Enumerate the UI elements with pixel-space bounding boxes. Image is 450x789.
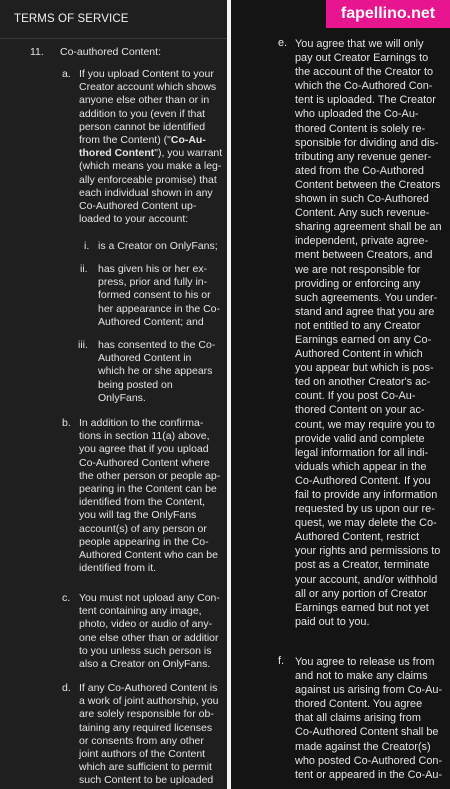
text-line: (which means you make a leg- xyxy=(79,160,222,173)
text-line: identified from the Content, xyxy=(79,496,206,509)
clause-marker: c. xyxy=(62,592,71,604)
text-line: who posted Co-Authored Con- xyxy=(295,754,443,767)
text-line: each individual shown in any xyxy=(79,186,213,199)
text-line: You agree that we will only xyxy=(295,38,424,50)
text-line: paid out to you. xyxy=(295,615,370,628)
text-line: fail to provide any information xyxy=(295,489,438,501)
text-line: If you upload Content to your xyxy=(79,68,214,80)
text-line: thored Content. You agree xyxy=(295,698,423,711)
text-line: joint authors of the Content xyxy=(79,748,206,761)
text-line: tent containing any image, xyxy=(79,605,202,618)
text-line: shown in such Co-Authored xyxy=(295,193,429,206)
text-line: you will tag the OnlyFans xyxy=(79,509,197,522)
text-line: Content. Any such revenue- xyxy=(295,207,430,220)
text-line: the other person or people ap- xyxy=(79,469,221,482)
text-line: count, we may require you to xyxy=(295,418,435,431)
text-line: press, prior and fully in- xyxy=(98,276,208,289)
text-line: thored Content on your ac- xyxy=(295,404,425,417)
text-line: a work of joint authorship, you xyxy=(79,695,219,708)
text-line: independent, private agree- xyxy=(295,235,429,248)
text-line: Co-Authored Content where xyxy=(79,456,210,469)
text-line: tributing any revenue gener- xyxy=(295,150,432,163)
text-line: Earnings earned but not yet xyxy=(295,601,429,614)
text-line: or consents from any other xyxy=(79,734,204,747)
text-line: you appear but which is pos- xyxy=(295,362,434,375)
text-line: In addition to the confirma- xyxy=(79,417,204,429)
text-line: you agree that if you upload xyxy=(79,443,209,456)
text-line: are solely responsible for ob- xyxy=(79,708,214,721)
text-line: has given his or her ex- xyxy=(98,263,208,275)
text-line: thored Content is solely re- xyxy=(295,122,426,135)
text-line: identified from it. xyxy=(79,562,157,575)
text-line: photo, video or audio of any- xyxy=(79,618,213,631)
text-line: thored Content"), you warrant xyxy=(79,147,223,160)
text-line: has consented to the Co- xyxy=(98,339,216,351)
text-line: OnlyFans. xyxy=(98,391,146,404)
clause-text xyxy=(98,339,215,405)
clause-text xyxy=(295,655,442,782)
text-line: being posted on xyxy=(98,378,173,391)
clause-text xyxy=(79,592,220,671)
text-line: Co-Authored Content shall be xyxy=(295,726,439,739)
watermark-badge: fapellino.net xyxy=(326,0,450,28)
text-line: tions in section 11(a) above, xyxy=(79,430,210,443)
clause-text xyxy=(79,68,222,226)
text-line: the account of the Creator to xyxy=(295,66,434,79)
text-line: people appearing in the Co- xyxy=(79,535,209,548)
clause-text xyxy=(98,263,220,329)
text-line: Authored Content in which xyxy=(295,348,423,361)
text-line: pearing in the Content can be xyxy=(79,483,217,496)
clause-marker: a. xyxy=(62,68,71,80)
text-line: is a Creator on OnlyFans; xyxy=(98,240,218,252)
text-line: pay out Creator Earnings to xyxy=(295,52,429,65)
text-line: provide valid and complete xyxy=(295,432,425,445)
page-title: TERMS OF SERVICE xyxy=(0,0,227,39)
text-line: requested by us upon our re- xyxy=(295,503,435,516)
text-line: Authored Content in xyxy=(98,352,192,365)
text-line: legal information for all indi- xyxy=(295,446,429,459)
text-line: ted on another Creator's ac- xyxy=(295,376,431,389)
text-line: that all claims arising from xyxy=(295,712,421,725)
text-line: to you unless such person is xyxy=(79,644,212,657)
text-line: person cannot be identified xyxy=(79,120,206,133)
text-line: You must not upload any Con- xyxy=(79,592,220,604)
right-page xyxy=(231,0,450,789)
text-line: Co-Authored Content up- xyxy=(79,200,197,213)
text-line: taining any required licenses xyxy=(79,721,213,734)
text-line: Authored Content; and xyxy=(98,315,204,328)
text-line: stand and agree that you are xyxy=(295,305,435,318)
section-title: Co-authored Content: xyxy=(60,46,161,58)
text-line: from the Content) ("Co-Au- xyxy=(79,134,206,147)
text-line: we are not responsible for xyxy=(295,263,421,276)
text-line: You agree to release us from xyxy=(295,656,435,668)
text-line: quest, we may delete the Co- xyxy=(295,517,437,530)
text-line: who uploaded the Co-Au- xyxy=(295,108,419,121)
text-line: Content between the Creators xyxy=(295,178,441,191)
clause-marker: f. xyxy=(278,655,285,667)
text-line: providing or enforcing any xyxy=(295,277,421,290)
clause-text xyxy=(79,417,220,575)
text-line: addition to you (even if that xyxy=(79,107,206,120)
text-line: post as a Creator, terminate xyxy=(295,559,430,572)
clause-marker: ii. xyxy=(80,263,88,275)
text-line: your account, and/or withhold xyxy=(295,573,438,586)
text-line: ment between Creators, and xyxy=(295,249,433,262)
clause-marker: e. xyxy=(278,37,288,49)
text-line: her appearance in the Co- xyxy=(98,302,220,315)
text-line: formed consent to his or xyxy=(98,289,211,302)
clause-marker: d. xyxy=(62,682,71,694)
text-line: which are sufficient to permit xyxy=(79,761,212,774)
clause-text xyxy=(79,682,219,788)
text-line: account(s) of any person or xyxy=(79,522,207,535)
text-line: Authored Content, restrict xyxy=(295,531,420,544)
text-line: Earnings earned on any Co- xyxy=(295,333,432,346)
clause-marker: b. xyxy=(62,417,71,429)
text-line: ated from the Co-Authored xyxy=(295,164,424,177)
clause-text xyxy=(295,37,442,629)
text-line: tent is uploaded. The Creator xyxy=(295,94,436,107)
text-line: Creator account which shows xyxy=(79,81,217,94)
text-line: not entitled to any Creator xyxy=(295,319,421,332)
text-line: all or any portion of Creator xyxy=(295,587,427,600)
text-line: one else other than or additior xyxy=(79,631,219,644)
text-line: and not to make any claims xyxy=(295,670,428,683)
text-line: Authored Content who can be xyxy=(79,549,218,562)
text-line: tent or appeared in the Co-Au- xyxy=(295,768,443,781)
text-line: anyone else other than or in xyxy=(79,94,210,107)
clause-marker: i. xyxy=(84,240,90,252)
text-line: such Content to be uploaded xyxy=(79,774,214,787)
text-line: such agreements. You under- xyxy=(295,291,438,304)
text-line: against us arising from Co-Au- xyxy=(295,684,443,697)
text-line: Co-Authored Content. If you xyxy=(295,474,431,487)
text-line: made against the Creator(s) xyxy=(295,740,431,753)
text-line: viduals which appear in the xyxy=(295,460,427,473)
clause-text xyxy=(98,240,218,253)
text-line: sponsible for dividing and dis- xyxy=(295,136,439,149)
text-line: also a Creator on OnlyFans. xyxy=(79,658,211,671)
text-line: which he or she appears xyxy=(98,365,213,378)
text-line: which the Co-Authored Con- xyxy=(295,80,433,93)
section-number: 11. xyxy=(30,46,44,58)
text-line: loaded to your account: xyxy=(79,213,189,226)
text-line: ally enforceable promise) that xyxy=(79,173,217,186)
clause-marker: iii. xyxy=(78,339,88,351)
text-line: count. If you post Co-Au- xyxy=(295,390,416,403)
text-line: sharing agreement shall be an xyxy=(295,221,442,234)
text-line: your rights and permissions to xyxy=(295,545,441,558)
text-line: If any Co-Authored Content is xyxy=(79,682,218,694)
